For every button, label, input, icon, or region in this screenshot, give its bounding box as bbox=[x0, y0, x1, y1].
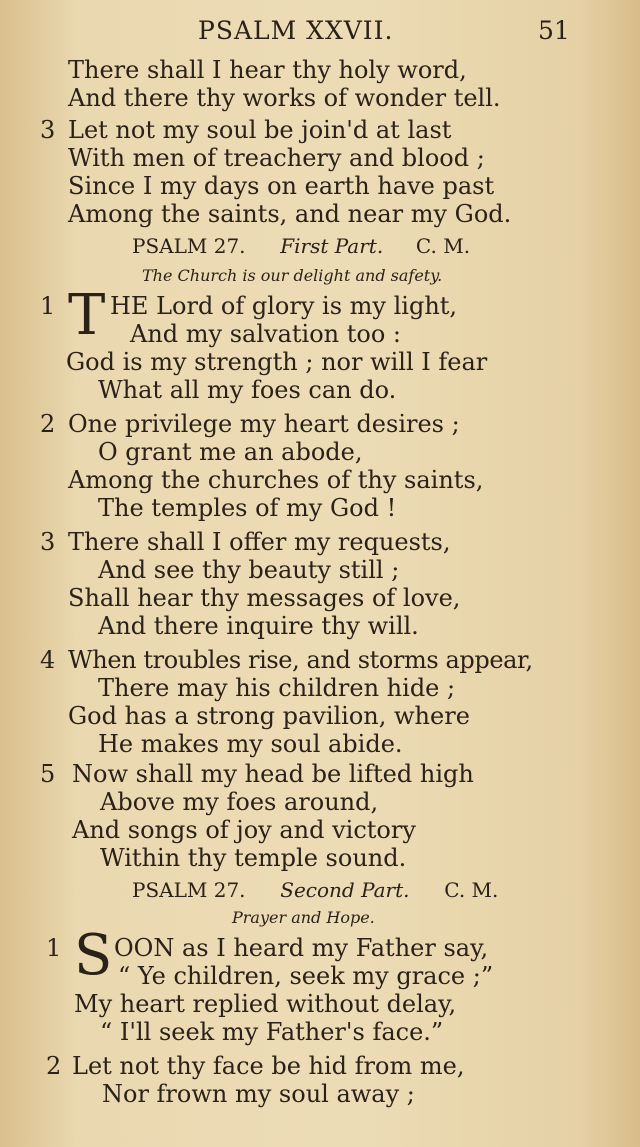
part-label: First Part. bbox=[280, 234, 384, 258]
verse-line: O grant me an abode, bbox=[98, 438, 363, 466]
verse-line: OON as I heard my Father say, bbox=[114, 934, 489, 962]
verse-line: God is my strength ; nor will I fear bbox=[66, 348, 488, 376]
stanza-number: 4 bbox=[40, 646, 56, 674]
psalm-label: PSALM 27. bbox=[132, 878, 246, 902]
verse-line: Let not thy face be hid from me, bbox=[72, 1052, 465, 1080]
verse-line: “ I'll seek my Father's face.” bbox=[100, 1018, 444, 1046]
verse-line: And there thy works of wonder tell. bbox=[68, 84, 501, 112]
page-header bbox=[0, 16, 640, 56]
meter-label: C. M. bbox=[415, 234, 471, 258]
verse-line: God has a strong pavilion, where bbox=[68, 702, 470, 730]
psalm-label: PSALM 27. bbox=[132, 234, 246, 258]
part-label: Second Part. bbox=[280, 878, 410, 902]
stanza-number: 3 bbox=[40, 528, 56, 556]
stanza-number: 3 bbox=[40, 116, 56, 144]
running-title: PSALM XXVII. bbox=[198, 16, 394, 45]
stanza-number: 5 bbox=[40, 760, 56, 788]
verse-line: The temples of my God ! bbox=[98, 494, 397, 522]
section-heading bbox=[132, 878, 498, 902]
verse-line: There may his children hide ; bbox=[98, 674, 456, 702]
page-number: 51 bbox=[538, 16, 570, 45]
verse-line: Now shall my head be lifted high bbox=[72, 760, 474, 788]
drop-cap: S bbox=[74, 923, 113, 988]
verse-line: And there inquire thy will. bbox=[98, 612, 419, 640]
verse-line: He makes my soul abide. bbox=[98, 730, 403, 758]
verse-line: What all my foes can do. bbox=[98, 376, 397, 404]
verse-line: With men of treachery and blood ; bbox=[68, 144, 485, 172]
verse-line: “ Ye children, seek my grace ;” bbox=[118, 962, 494, 990]
verse-line: Among the churches of thy saints, bbox=[68, 466, 484, 494]
stanza-number: 2 bbox=[46, 1052, 62, 1080]
verse-line: Above my foes around, bbox=[100, 788, 379, 816]
verse-line: Since I my days on earth have past bbox=[68, 172, 495, 200]
verse-line: And my salvation too : bbox=[130, 320, 402, 348]
verse-line: HE Lord of glory is my light, bbox=[110, 292, 458, 320]
meter-label: C. M. bbox=[444, 878, 499, 902]
stanza-number: 2 bbox=[40, 410, 56, 438]
verse-line: There shall I offer my requests, bbox=[68, 528, 451, 556]
stanza-number: 1 bbox=[46, 934, 62, 962]
verse-line: Let not my soul be join'd at last bbox=[68, 116, 452, 144]
drop-cap: T bbox=[68, 283, 106, 348]
section-subtitle: The Church is our delight and safety. bbox=[142, 266, 443, 285]
verse-line: Nor frown my soul away ; bbox=[102, 1080, 415, 1108]
verse-line: And see thy beauty still ; bbox=[98, 556, 400, 584]
verse-line: When troubles rise, and storms appear, bbox=[68, 646, 533, 674]
verse-line: There shall I hear thy holy word, bbox=[68, 56, 467, 84]
verse-line: And songs of joy and victory bbox=[72, 816, 416, 844]
section-heading bbox=[132, 234, 470, 258]
verse-line: Shall hear thy messages of love, bbox=[68, 584, 461, 612]
verse-line: My heart replied without delay, bbox=[74, 990, 457, 1018]
verse-line: One privilege my heart desires ; bbox=[68, 410, 460, 438]
stanza-number: 1 bbox=[40, 292, 56, 320]
verse-line: Among the saints, and near my God. bbox=[68, 200, 512, 228]
section-subtitle: Prayer and Hope. bbox=[232, 908, 375, 927]
verse-line: Within thy temple sound. bbox=[100, 844, 407, 872]
